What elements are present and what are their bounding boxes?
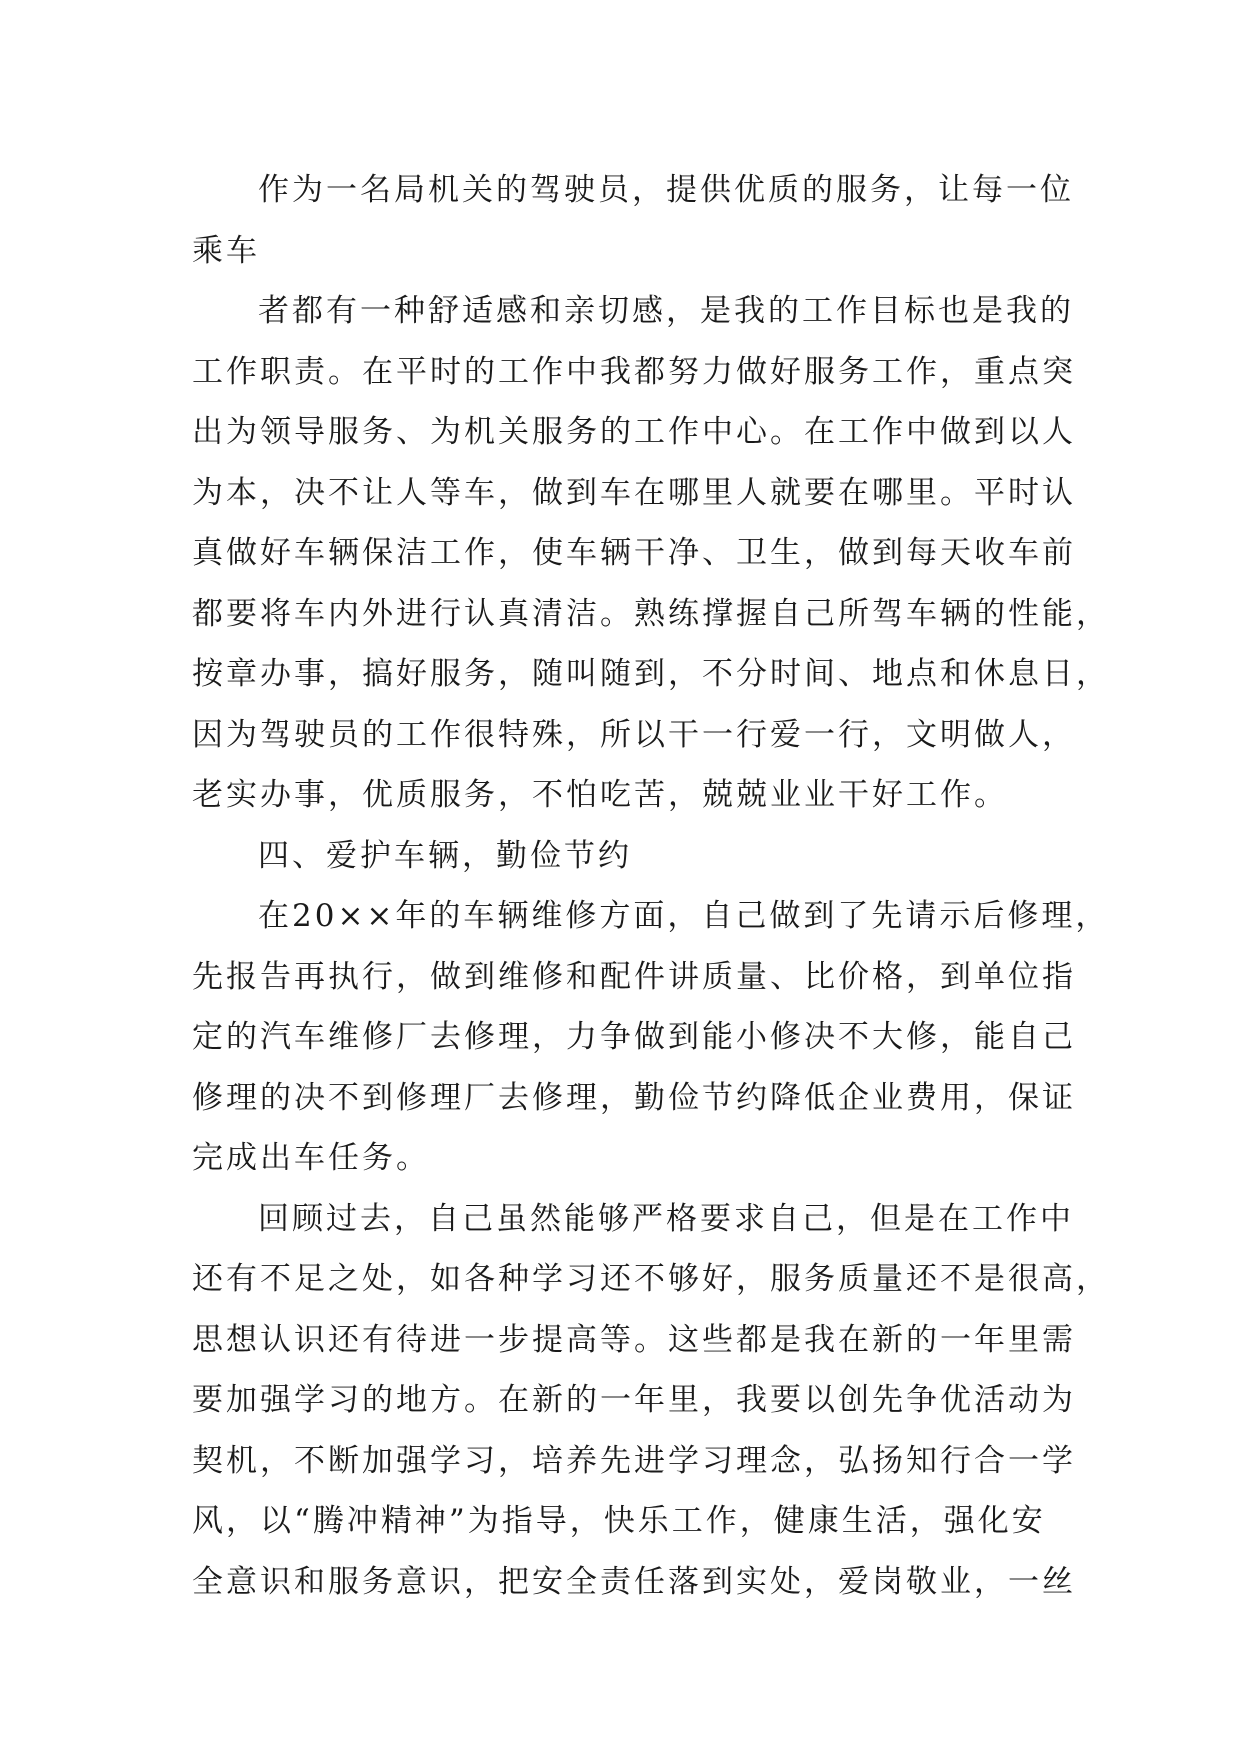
text-line: 回顾过去，自己虽然能够严格要求自己，但是在工作中 (258, 1200, 1074, 1237)
text-line: 工作职责。在平时的工作中我都努力做好服务工作，重点突 (192, 353, 1076, 390)
text-line: 为本，决不让人等车，做到车在哪里人就要在哪里。平时认 (192, 474, 1076, 511)
text-line: 先报告再执行，做到维修和配件讲质量、比价格，到单位指 (192, 958, 1076, 995)
text-line: 思想认识还有待进一步提高等。这些都是我在新的一年里需 (192, 1321, 1076, 1358)
text-line: 作为一名局机关的驾驶员，提供优质的服务，让每一位 (258, 172, 1074, 208)
text-line: 全意识和服务意识，把安全责任落到实处，爱岗敬业，一丝 (192, 1563, 1076, 1600)
text-line: 都要将车内外进行认真清洁。熟练撑握自己所驾车辆的性能， (192, 595, 1110, 632)
text-line: 契机，不断加强学习，培养先进学习理念，弘扬知行合一学 (192, 1442, 1076, 1479)
text-line: 因为驾驶员的工作很特殊，所以干一行爱一行，文明做人， (192, 716, 1076, 753)
text-line: 完成出车任务。 (192, 1140, 430, 1176)
text-line: 者都有一种舒适感和亲切感，是我的工作目标也是我的 (258, 293, 1074, 329)
section-heading: 四、爱护车辆，勤俭节约 (258, 837, 632, 874)
text-line: 要加强学习的地方。在新的一年里，我要以创先争优活动为 (192, 1382, 1076, 1418)
text-line: 老实办事，优质服务，不怕吃苦，兢兢业业干好工作。 (192, 777, 1008, 813)
text-line: 乘车 (192, 232, 260, 269)
text-line: 按章办事，搞好服务，随叫随到，不分时间、地点和休息日， (192, 656, 1110, 692)
text-line: 定的汽车维修厂去修理，力争做到能小修决不大修，能自己 (192, 1019, 1076, 1055)
text-line: 风，以“腾冲精神”为指导，快乐工作，健康生活，强化安 (192, 1503, 1046, 1539)
text-line: 出为领导服务、为机关服务的工作中心。在工作中做到以人 (192, 414, 1076, 450)
text-line: 真做好车辆保洁工作，使车辆干净、卫生，做到每天收车前 (192, 535, 1076, 571)
document-body (192, 160, 1110, 1612)
text-line: 修理的决不到修理厂去修理，勤俭节约降低企业费用，保证 (192, 1079, 1076, 1116)
text-line: 还有不足之处，如各种学习还不够好，服务质量还不是很高， (192, 1261, 1110, 1297)
text-line: 在20××年的车辆维修方面，自己做到了先请示后修理， (258, 898, 1110, 934)
